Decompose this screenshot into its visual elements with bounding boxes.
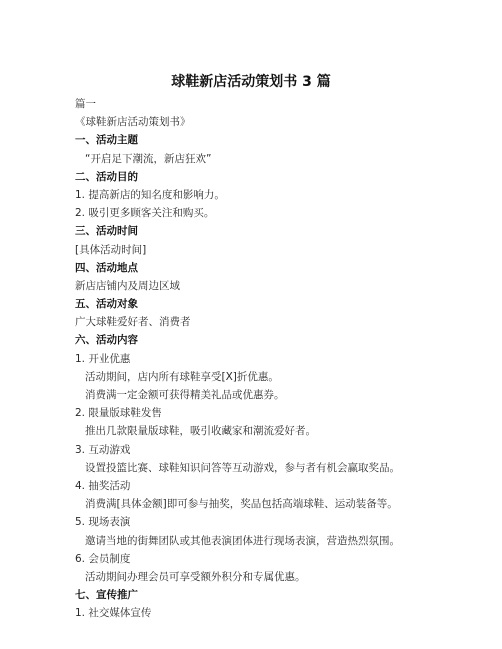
text-line: 新店店铺内及周边区域 [75, 279, 180, 292]
section-heading: 二、活动目的 [75, 170, 138, 183]
text-line: 2. 吸引更多顾客关注和购买。 [75, 207, 215, 220]
text-line: 2. 限量版球鞋发售 [75, 407, 162, 420]
text-line: 广大球鞋爱好者、消费者 [75, 316, 191, 329]
text-line: “开启足下潮流，新店狂欢” [85, 152, 212, 165]
section-heading: 五、活动对象 [75, 298, 138, 311]
text-line: 推出几款限量版球鞋，吸引收藏家和潮流爱好者。 [85, 425, 316, 438]
text-line: 3. 互动游戏 [75, 443, 131, 456]
document-body [75, 95, 445, 622]
section-heading: 四、活动地点 [75, 261, 138, 274]
text-line: 1. 提高新店的知名度和影响力。 [75, 188, 225, 201]
text-line: [具体活动时间] [75, 243, 147, 256]
section-heading: 七、宣传推广 [75, 589, 138, 602]
section-heading: 三、活动时间 [75, 225, 138, 238]
section-heading: 六、活动内容 [75, 334, 138, 347]
text-line: 1. 开业优惠 [75, 352, 131, 365]
text-line: 6. 会员制度 [75, 552, 131, 565]
text-line: 活动期间办理会员可享受额外积分和专属优惠。 [85, 570, 306, 583]
text-line: 4. 抽奖活动 [75, 479, 131, 492]
text-line: 活动期间，店内所有球鞋享受[X]折优惠。 [85, 370, 279, 383]
text-line: 篇一 [75, 98, 96, 110]
text-line: 1. 社交媒体宣传 [75, 607, 152, 620]
text-line: 设置投篮比赛、球鞋知识问答等互动游戏，参与者有机会赢取奖品。 [85, 461, 400, 474]
text-line: 消费满[具体金额]即可参与抽奖，奖品包括高端球鞋、运动装备等。 [85, 498, 398, 511]
document-title: 球鞋新店活动策划书 3 篇 [171, 74, 331, 90]
section-heading: 一、活动主题 [75, 134, 138, 147]
text-line: 邀请当地的街舞团队或其他表演团体进行现场表演，营造热烈氛围。 [85, 534, 400, 547]
text-line: 《球鞋新店活动策划书》 [75, 116, 191, 129]
text-line: 消费满一定金额可获得精美礼品或优惠券。 [85, 389, 285, 401]
text-line: 5. 现场表演 [75, 516, 131, 529]
